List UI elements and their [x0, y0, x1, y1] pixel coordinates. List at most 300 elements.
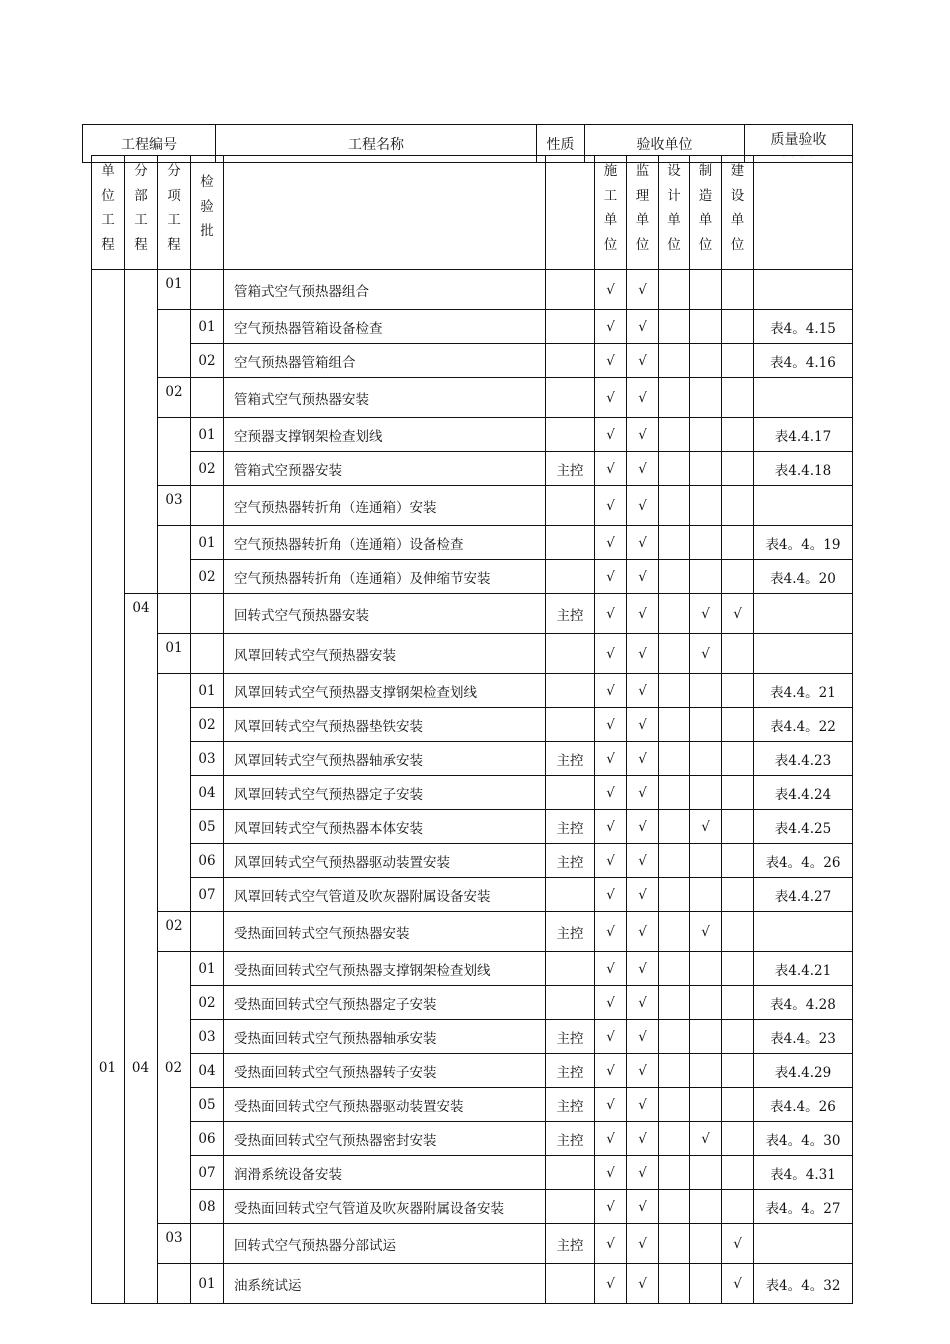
check-construction: √ [595, 1122, 627, 1156]
batch-code: 03 [191, 742, 224, 776]
nature-value: 主控 [546, 1054, 595, 1088]
check-manufacture [690, 1088, 722, 1122]
item-name: 空气预热器转折角（连通箱）安装 [224, 486, 546, 526]
item-name: 风罩回转式空气预热器本体安装 [224, 810, 546, 844]
check-manufacture [690, 526, 722, 560]
mid-block-code: 02 [164, 1059, 183, 1076]
batch-code [191, 912, 224, 952]
check-owner [722, 810, 754, 844]
mid-block-code: 01 [98, 1059, 117, 1076]
item-name: 管箱式空气预热器组合 [224, 270, 546, 310]
table-row [92, 486, 853, 526]
batch-code: 07 [191, 1156, 224, 1190]
check-design [659, 310, 690, 344]
form-ref [754, 912, 853, 952]
table-row [92, 634, 853, 674]
form-ref [754, 486, 853, 526]
check-owner [722, 742, 754, 776]
form-ref: 表4.4.21 [754, 952, 853, 986]
table-row [92, 270, 853, 310]
header-engineering-name: 工程名称 [216, 125, 537, 163]
check-supervision: √ [627, 418, 659, 452]
batch-code: 05 [191, 1088, 224, 1122]
check-construction: √ [595, 486, 627, 526]
form-ref: 表4。4.15 [754, 310, 853, 344]
subheader-item-project: 分 项 工 程 [158, 156, 191, 270]
nature-value [546, 634, 595, 674]
check-design [659, 1020, 690, 1054]
check-construction: √ [595, 912, 627, 952]
nature-value: 主控 [546, 742, 595, 776]
check-owner [722, 634, 754, 674]
nature-value: 主控 [546, 844, 595, 878]
check-design [659, 742, 690, 776]
check-owner [722, 1020, 754, 1054]
check-owner [722, 1088, 754, 1122]
code-cell-u3: 01 [158, 634, 191, 674]
faded-mark: · · · · [782, 153, 815, 162]
check-design [659, 594, 690, 634]
check-manufacture: √ [690, 634, 722, 674]
check-manufacture [690, 1224, 722, 1264]
check-supervision: √ [627, 1020, 659, 1054]
table-row [92, 1190, 853, 1224]
subheader-manufacture: 制 造 单 位 [690, 156, 722, 270]
check-construction: √ [595, 674, 627, 708]
nature-value [546, 560, 595, 594]
form-ref: 表4。4。26 [754, 844, 853, 878]
item-name: 受热面回转式空气管道及吹灰器附属设备安装 [224, 1190, 546, 1224]
check-manufacture [690, 952, 722, 986]
item-name: 管箱式空气预热器安装 [224, 378, 546, 418]
batch-code: 01 [191, 526, 224, 560]
form-ref: 表4.4.18 [754, 452, 853, 486]
table-row [92, 952, 853, 986]
table-row [92, 1224, 853, 1264]
item-name: 回转式空气预热器分部试运 [224, 1224, 546, 1264]
nature-value: 主控 [546, 912, 595, 952]
check-construction: √ [595, 1190, 627, 1224]
subheader-supervision: 监 理 单 位 [627, 156, 659, 270]
item-name: 受热面回转式空气预热器密封安装 [224, 1122, 546, 1156]
check-construction: √ [595, 742, 627, 776]
check-design [659, 708, 690, 742]
check-supervision: √ [627, 674, 659, 708]
check-construction: √ [595, 344, 627, 378]
nature-value: 主控 [546, 452, 595, 486]
nature-value [546, 878, 595, 912]
nature-value [546, 1156, 595, 1190]
form-ref [754, 634, 853, 674]
check-design [659, 810, 690, 844]
check-construction: √ [595, 270, 627, 310]
item-name: 风罩回转式空气预热器垫铁安装 [224, 708, 546, 742]
check-manufacture: √ [690, 1122, 722, 1156]
check-supervision: √ [627, 378, 659, 418]
check-owner [722, 952, 754, 986]
code-cell-u3 [158, 310, 191, 378]
check-construction: √ [595, 594, 627, 634]
check-owner [722, 560, 754, 594]
code-cell-u3 [158, 1264, 191, 1304]
batch-code: 02 [191, 986, 224, 1020]
check-owner [722, 986, 754, 1020]
check-manufacture [690, 986, 722, 1020]
code-cell-u3 [158, 952, 191, 1224]
subheader-blank-nature [546, 156, 595, 270]
subheader-unit-project: 单 位 工 程 [92, 156, 125, 270]
check-supervision: √ [627, 1088, 659, 1122]
check-construction: √ [595, 378, 627, 418]
batch-code [191, 634, 224, 674]
check-owner [722, 674, 754, 708]
nature-value [546, 270, 595, 310]
subheader-construction: 施 工 单 位 [595, 156, 627, 270]
check-supervision: √ [627, 952, 659, 986]
table-row [92, 1054, 853, 1088]
item-name: 受热面回转式空气预热器支撑钢架检查划线 [224, 952, 546, 986]
form-ref: 表4.4。26 [754, 1088, 853, 1122]
nature-value [546, 674, 595, 708]
item-name: 风罩回转式空气预热器定子安装 [224, 776, 546, 810]
item-name: 油系统试运 [224, 1264, 546, 1304]
check-manufacture: √ [690, 594, 722, 634]
check-supervision: √ [627, 594, 659, 634]
check-manufacture [690, 344, 722, 378]
form-ref: 表4。4。19 [754, 526, 853, 560]
form-ref: 表4.4.27 [754, 878, 853, 912]
check-design [659, 344, 690, 378]
form-ref: 表4.4.24 [754, 776, 853, 810]
nature-value [546, 526, 595, 560]
code-cell-u3: 02 [158, 378, 191, 418]
check-supervision: √ [627, 1054, 659, 1088]
batch-code: 02 [191, 708, 224, 742]
form-ref: 表4.4。23 [754, 1020, 853, 1054]
check-construction: √ [595, 878, 627, 912]
code-cell-u1 [92, 270, 125, 1304]
nature-value: 主控 [546, 1020, 595, 1054]
check-construction: √ [595, 1156, 627, 1190]
nature-value [546, 1264, 595, 1304]
check-supervision: √ [627, 1264, 659, 1304]
check-design [659, 1224, 690, 1264]
check-design [659, 560, 690, 594]
table-row [92, 378, 853, 418]
check-owner [722, 912, 754, 952]
check-design [659, 878, 690, 912]
table-row [92, 1122, 853, 1156]
check-supervision: √ [627, 810, 659, 844]
check-design [659, 1122, 690, 1156]
table-row [92, 1264, 853, 1304]
check-design [659, 776, 690, 810]
check-supervision: √ [627, 708, 659, 742]
check-owner [722, 270, 754, 310]
check-manufacture: √ [690, 912, 722, 952]
item-name: 空气预热器管箱组合 [224, 344, 546, 378]
form-ref: 表4。4.31 [754, 1156, 853, 1190]
nature-value [546, 310, 595, 344]
table-row [92, 1020, 853, 1054]
check-manufacture [690, 1156, 722, 1190]
check-owner [722, 452, 754, 486]
item-name: 风罩回转式空气管道及吹灰器附属设备安装 [224, 878, 546, 912]
batch-code [191, 486, 224, 526]
item-name: 风罩回转式空气预热器安装 [224, 634, 546, 674]
batch-code: 03 [191, 1020, 224, 1054]
check-construction: √ [595, 526, 627, 560]
code-cell-u2: 04 [125, 594, 158, 1304]
table-row [92, 810, 853, 844]
form-ref [754, 270, 853, 310]
item-name: 润滑系统设备安装 [224, 1156, 546, 1190]
subheader-blank-name [224, 156, 546, 270]
check-design [659, 986, 690, 1020]
check-owner [722, 844, 754, 878]
batch-code: 01 [191, 1264, 224, 1304]
item-name: 受热面回转式空气预热器驱动装置安装 [224, 1088, 546, 1122]
code-cell-u3: 02 [158, 912, 191, 952]
check-supervision: √ [627, 344, 659, 378]
check-construction: √ [595, 1264, 627, 1304]
table-row [92, 674, 853, 708]
item-name: 回转式空气预热器安装 [224, 594, 546, 634]
table-row [92, 452, 853, 486]
table-row [92, 1156, 853, 1190]
check-design [659, 1054, 690, 1088]
item-name: 风罩回转式空气预热器支撑钢架检查划线 [224, 674, 546, 708]
code-cell-u2 [125, 270, 158, 594]
table-row [92, 912, 853, 952]
check-supervision: √ [627, 1224, 659, 1264]
table-row [92, 844, 853, 878]
check-design [659, 270, 690, 310]
item-name: 空气预热器管箱设备检查 [224, 310, 546, 344]
check-manufacture [690, 1054, 722, 1088]
check-supervision: √ [627, 1190, 659, 1224]
check-owner [722, 378, 754, 418]
check-supervision: √ [627, 452, 659, 486]
code-cell-u3 [158, 418, 191, 486]
check-owner [722, 486, 754, 526]
table-row [92, 560, 853, 594]
form-ref [754, 1224, 853, 1264]
table-row [92, 1088, 853, 1122]
check-owner [722, 310, 754, 344]
table-row [92, 594, 853, 634]
nature-value [546, 344, 595, 378]
nature-value: 主控 [546, 1088, 595, 1122]
check-manufacture [690, 844, 722, 878]
table-row [92, 878, 853, 912]
check-design [659, 844, 690, 878]
check-supervision: √ [627, 986, 659, 1020]
subheader-design: 设 计 单 位 [659, 156, 690, 270]
item-name: 风罩回转式空气预热器驱动装置安装 [224, 844, 546, 878]
table-row [92, 344, 853, 378]
batch-code: 05 [191, 810, 224, 844]
check-design [659, 486, 690, 526]
form-ref: 表4.4.17 [754, 418, 853, 452]
check-design [659, 526, 690, 560]
check-supervision: √ [627, 912, 659, 952]
check-owner [722, 878, 754, 912]
code-cell-u3: 03 [158, 1224, 191, 1264]
batch-code: 01 [191, 310, 224, 344]
form-ref: 表4。4。32 [754, 1264, 853, 1304]
check-manufacture [690, 776, 722, 810]
check-owner [722, 344, 754, 378]
table-row [92, 742, 853, 776]
nature-value [546, 1190, 595, 1224]
nature-value [546, 776, 595, 810]
code-cell-u3: 03 [158, 486, 191, 526]
code-cell-u3 [158, 594, 191, 634]
item-name: 受热面回转式空气预热器安装 [224, 912, 546, 952]
subheader-owner: 建 设 单 位 [722, 156, 754, 270]
batch-code: 02 [191, 560, 224, 594]
check-design [659, 378, 690, 418]
check-owner [722, 1190, 754, 1224]
batch-code: 07 [191, 878, 224, 912]
item-name: 空预器支撑钢架检查划线 [224, 418, 546, 452]
subheader-row [92, 156, 853, 270]
item-name: 管箱式空预器安装 [224, 452, 546, 486]
check-construction: √ [595, 310, 627, 344]
nature-value [546, 708, 595, 742]
form-ref: 表4。4。27 [754, 1190, 853, 1224]
check-owner [722, 1054, 754, 1088]
batch-code [191, 1224, 224, 1264]
check-supervision: √ [627, 1156, 659, 1190]
form-ref [754, 378, 853, 418]
batch-code: 04 [191, 776, 224, 810]
table-row [92, 776, 853, 810]
batch-code: 01 [191, 674, 224, 708]
form-ref: 表4。4.16 [754, 344, 853, 378]
check-manufacture [690, 270, 722, 310]
header-nature: 性质 [537, 125, 585, 163]
batch-code [191, 594, 224, 634]
check-construction: √ [595, 1054, 627, 1088]
check-manufacture [690, 708, 722, 742]
nature-value [546, 986, 595, 1020]
code-cell-u3 [158, 526, 191, 594]
check-construction: √ [595, 634, 627, 674]
check-supervision: √ [627, 1122, 659, 1156]
form-ref: 表4。4.28 [754, 986, 853, 1020]
check-owner [722, 776, 754, 810]
check-supervision: √ [627, 526, 659, 560]
acceptance-table [91, 155, 853, 1304]
check-supervision: √ [627, 776, 659, 810]
check-manufacture [690, 742, 722, 776]
check-construction: √ [595, 1020, 627, 1054]
nature-value [546, 378, 595, 418]
check-manufacture [690, 1190, 722, 1224]
check-manufacture [690, 452, 722, 486]
form-ref: 表4.4.23 [754, 742, 853, 776]
nature-value: 主控 [546, 594, 595, 634]
check-construction: √ [595, 844, 627, 878]
check-design [659, 452, 690, 486]
check-manufacture [690, 418, 722, 452]
batch-code: 01 [191, 418, 224, 452]
check-supervision: √ [627, 310, 659, 344]
nature-value [546, 952, 595, 986]
check-owner [722, 708, 754, 742]
check-manufacture [690, 1020, 722, 1054]
check-design [659, 674, 690, 708]
check-manufacture [690, 674, 722, 708]
batch-code [191, 378, 224, 418]
batch-code: 04 [191, 1054, 224, 1088]
nature-value: 主控 [546, 1224, 595, 1264]
table-row [92, 708, 853, 742]
check-owner [722, 418, 754, 452]
check-design [659, 1190, 690, 1224]
form-ref: 表4.4。20 [754, 560, 853, 594]
table-row [92, 526, 853, 560]
form-ref: 表4.4。22 [754, 708, 853, 742]
subheader-division-project: 分 部 工 程 [125, 156, 158, 270]
item-name: 空气预热器转折角（连通箱）及伸缩节安装 [224, 560, 546, 594]
header-quality-label: 质量验收 [770, 132, 827, 148]
check-supervision: √ [627, 878, 659, 912]
check-design [659, 1088, 690, 1122]
nature-value: 主控 [546, 1122, 595, 1156]
check-owner: √ [722, 1264, 754, 1304]
subheader-inspection-batch: 检 验 批 [191, 156, 224, 270]
code-cell-u3 [158, 674, 191, 912]
check-owner: √ [722, 594, 754, 634]
check-construction: √ [595, 708, 627, 742]
check-owner [722, 1122, 754, 1156]
check-construction: √ [595, 952, 627, 986]
item-name: 受热面回转式空气预热器轴承安装 [224, 1020, 546, 1054]
check-construction: √ [595, 560, 627, 594]
table-row [92, 986, 853, 1020]
check-construction: √ [595, 452, 627, 486]
check-construction: √ [595, 1088, 627, 1122]
batch-code: 08 [191, 1190, 224, 1224]
check-manufacture [690, 1264, 722, 1304]
nature-value: 主控 [546, 810, 595, 844]
code-cell-u3: 01 [158, 270, 191, 310]
check-construction: √ [595, 986, 627, 1020]
check-construction: √ [595, 418, 627, 452]
nature-value [546, 486, 595, 526]
check-manufacture [690, 310, 722, 344]
item-name: 受热面回转式空气预热器转子安装 [224, 1054, 546, 1088]
check-construction: √ [595, 1224, 627, 1264]
check-design [659, 418, 690, 452]
form-ref [754, 594, 853, 634]
check-owner [722, 1156, 754, 1190]
item-name: 受热面回转式空气预热器定子安装 [224, 986, 546, 1020]
batch-code [191, 270, 224, 310]
table-row [92, 310, 853, 344]
batch-code: 02 [191, 452, 224, 486]
check-manufacture [690, 560, 722, 594]
check-supervision: √ [627, 634, 659, 674]
form-ref: 表4.4。21 [754, 674, 853, 708]
table-row [92, 418, 853, 452]
check-design [659, 1156, 690, 1190]
form-ref: 表4。4。30 [754, 1122, 853, 1156]
batch-code: 02 [191, 344, 224, 378]
